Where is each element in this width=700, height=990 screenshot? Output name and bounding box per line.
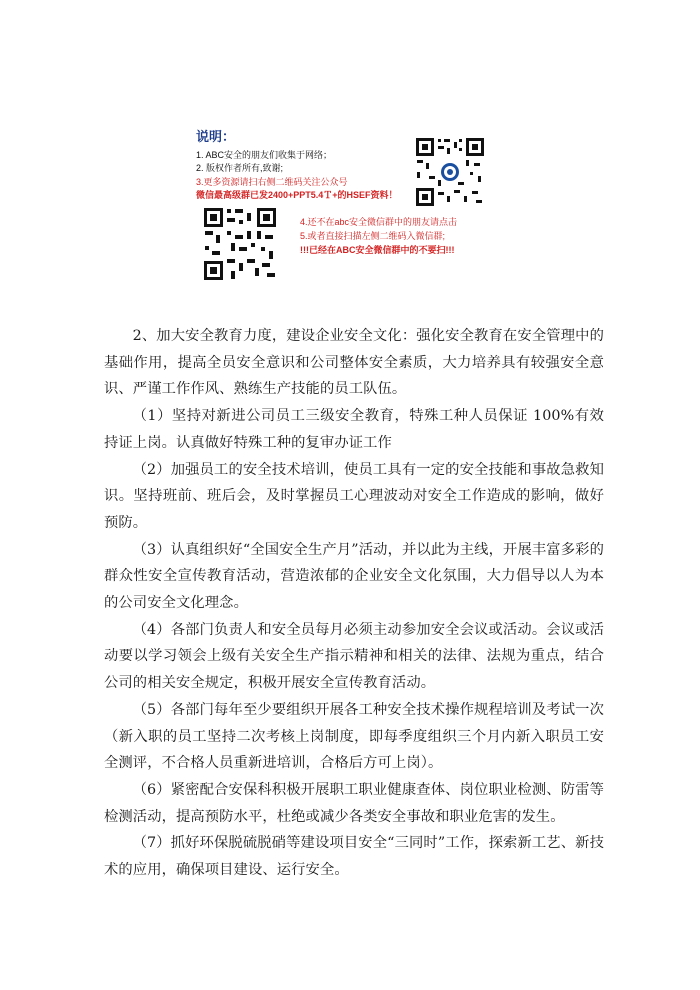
- notice-block: [196, 126, 516, 286]
- qr-code-icon: [414, 136, 486, 208]
- notice-line-4: 微信最高级群已发2400+PPT5.4Ｔ+的HSEF资料！: [196, 190, 398, 200]
- qr-code-icon: [202, 206, 278, 282]
- paragraph-3: （2）加强员工的安全技术培训，使员工具有一定的安全技能和事故急救知识。坚持班前、班后会，及时掌握员工心理波动对安全工作造成的影响，做好预防。: [104, 461, 604, 531]
- qr-code-wechat-group[interactable]: [202, 206, 278, 282]
- notice-title: 说明：: [196, 129, 236, 144]
- qr-code-official-account[interactable]: [414, 136, 486, 208]
- red-note-2: 5.或者直接扫描左侧二维码入微信群;: [300, 231, 446, 241]
- notice-line-3: 3.更多资源请扫右侧二维码关注公众号: [196, 177, 348, 187]
- paragraph-2: （1）坚持对新进公司员工三级安全教育，特殊工种人员保证 100%有效持证上岗。认真做好特殊工种的复审办证工作: [104, 408, 604, 451]
- paragraph-6: （5）各部门每年至少要组织开展各工种安全技术操作规程培训及考试一次（新入职的员工坚持二次考核上岗制度，即每季度组织三个月内新入职员工安全测评，不合格人员重新进培训，合格后方可上岗）。: [104, 701, 604, 772]
- red-note-1: 4.还不在abc安全微信群中的朋友请点击: [300, 217, 458, 227]
- document-body: [104, 323, 604, 884]
- red-note-3: !!!已经在ABC安全微信群中的不要扫!!!: [300, 245, 455, 255]
- notice-line-1: 1. ABC安全的朋友们收集于网络；: [196, 150, 333, 160]
- paragraph-5: （4）各部门负责人和安全员每月必须主动参加安全会议或活动。会议或活动要以学习领会上级有关安全生产指示精神和相关的法律、法规为重点，结合公司的相关安全规定，积极开展安全宣传教育活动。: [104, 621, 604, 692]
- paragraph-7: （6）紧密配合安保科积极开展职工职业健康查体、岗位职业检测、防雷等检测活动，提高预防水平，杜绝或减少各类安全事故和职业危害的发生。: [104, 781, 604, 825]
- paragraph-8: （7）抓好环保脱硫脱硝等建设项目安全“三同时”工作，探索新工艺、新技术的应用，确保项目建设、运行安全。: [104, 835, 604, 879]
- notice-line-2: 2. 版权作者所有,致谢;: [196, 163, 284, 173]
- paragraph-4: （3）认真组织好“全国安全生产月”活动，并以此为主线，开展丰富多彩的群众性安全宣传教育活动，营造浓郁的企业安全文化氛围，大力倡导以人为本的公司安全文化理念。: [104, 541, 604, 612]
- paragraph-1: 2、加大安全教育力度，建设企业安全文化：强化安全教育在安全管理中的基础作用，提高全员安全意识和公司整体安全素质，大力培养具有较强安全意识、严谨工作作风、熟练生产技能的员工队伍。: [104, 328, 604, 398]
